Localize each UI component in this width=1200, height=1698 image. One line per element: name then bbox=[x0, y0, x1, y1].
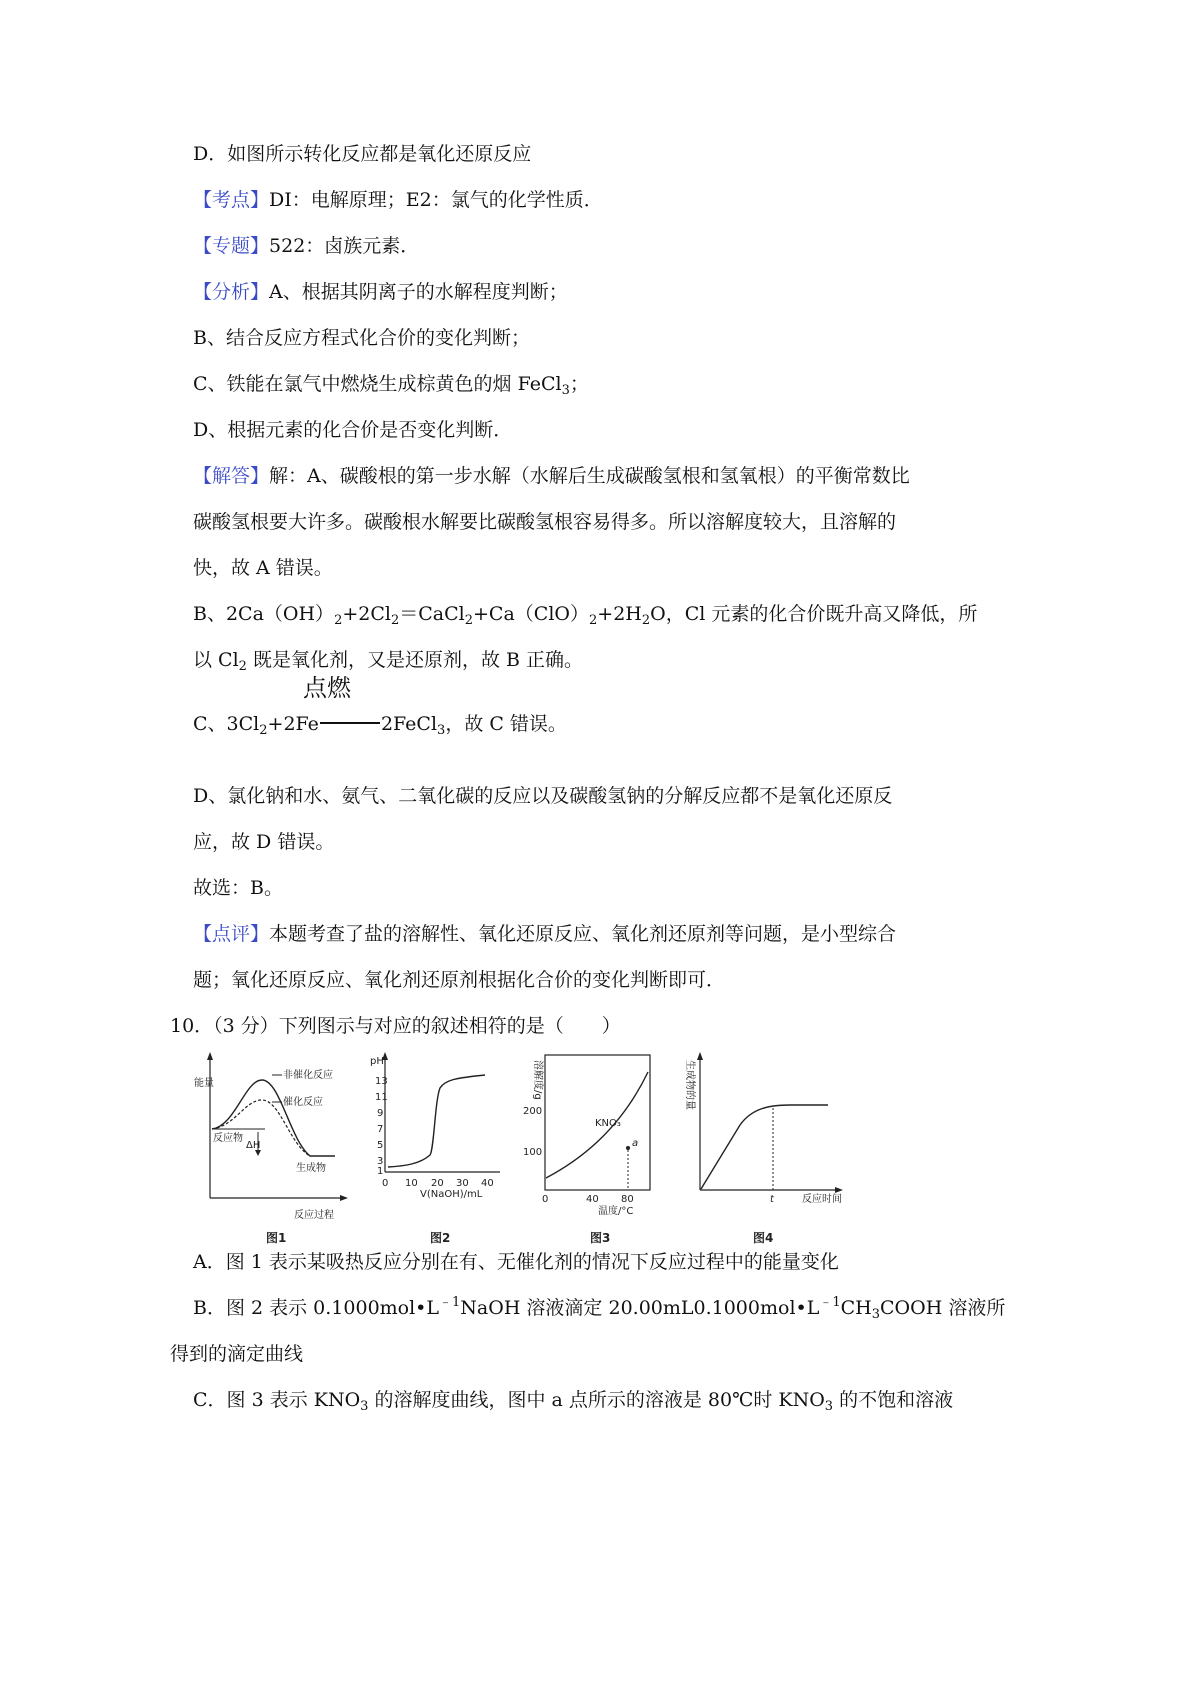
option-b-line-2: 得到的滴定曲线 bbox=[170, 1343, 304, 1365]
fig2-xtick: 30 bbox=[456, 1178, 469, 1189]
fig2-x-label: V(NaOH)/mL bbox=[420, 1189, 483, 1200]
fig4-product-curve bbox=[701, 1105, 828, 1189]
fig2-ytick: 13 bbox=[375, 1076, 388, 1087]
fig3-point-label: a bbox=[632, 1138, 639, 1149]
kaodian-tag: 【考点】 bbox=[193, 189, 270, 211]
option-b-line-1: B．图 2 表示 $0.1000mol•L^{﹣1}NaOH$ 溶液滴定 $20.00mL0.1000mol•L^{﹣1}CH_3COOH$ 溶液所 bbox=[193, 1295, 1006, 1322]
figure-2 bbox=[370, 1052, 500, 1245]
fenxi-tag: 【分析】 bbox=[193, 281, 270, 303]
fig2-xtick: 0 bbox=[382, 1178, 389, 1189]
d-line-2: 应，故 D 错误。 bbox=[193, 831, 335, 853]
figure-1 bbox=[194, 1052, 348, 1245]
equation-c-line: C、$3Cl_2+2Fe$ 2FeCl$_3$，故 C 错误。 bbox=[193, 713, 567, 738]
fig2-ytick: 7 bbox=[377, 1124, 384, 1135]
dianping-line-2: 题；氧化还原反应、氧化剂还原剂根据化合价的变化判断即可． bbox=[193, 969, 726, 991]
fig2-xtick: 40 bbox=[481, 1178, 494, 1189]
fig3-caption: 图3 bbox=[590, 1231, 611, 1245]
dianping-line-1: 【点评】本题考查了盐的溶解性、氧化还原反应、氧化剂还原剂等问题，是小型综合 bbox=[193, 923, 897, 945]
fig1-caption: 图1 bbox=[266, 1231, 287, 1245]
fig1-x-arrow-icon bbox=[340, 1195, 348, 1201]
fig3-ytick: 200 bbox=[523, 1106, 543, 1117]
fig2-titration-curve bbox=[388, 1075, 485, 1167]
fig3-point-a bbox=[626, 1146, 630, 1150]
fig1-dh: ΔH bbox=[246, 1140, 261, 1151]
fig1-y-arrow-icon bbox=[207, 1052, 213, 1060]
fig1-uncatalyzed-curve bbox=[212, 1080, 335, 1156]
fig1-catalyzed-curve bbox=[212, 1100, 310, 1156]
fig2-ytick: 1 bbox=[377, 1166, 384, 1177]
zhuanti-tag: 【专题】 bbox=[193, 235, 270, 257]
fig4-x-arrow-icon bbox=[835, 1187, 843, 1193]
fig3-x-label: 温度/°C bbox=[598, 1206, 634, 1217]
jieda-line-1: 【解答】解：A、碳酸根的第一步水解（水解后生成碳酸氢根和氢氧根）的平衡常数比 bbox=[193, 465, 910, 487]
fig2-xtick: 10 bbox=[405, 1178, 418, 1189]
figure-4 bbox=[684, 1052, 843, 1245]
fig1-legend-cat: 催化反应 bbox=[283, 1097, 323, 1108]
fig1-legend-uncat: 非催化反应 bbox=[283, 1070, 333, 1081]
option-d-line: D．如图所示转化反应都是氧化还原反应 bbox=[193, 143, 532, 165]
fig1-reactant: 反应物 bbox=[213, 1133, 243, 1144]
jieda-line-3: 快，故 A 错误。 bbox=[193, 557, 333, 579]
question-10: 10．（3 分）下列图示与对应的叙述相符的是（ ） bbox=[170, 1015, 621, 1037]
fig3-xtick: 0 bbox=[542, 1194, 549, 1205]
fenxi-c-line: C、铁能在氯气中燃烧生成棕黄色的烟 FeCl$_3$； bbox=[193, 373, 589, 398]
guxuan-line: 故选：B。 bbox=[193, 877, 283, 899]
fig4-y-label: 生成物的量 bbox=[684, 1060, 695, 1110]
jieda-line-2: 碳酸氢根要大许多。碳酸根水解要比碳酸氢根容易得多。所以溶解度较大，且溶解的 bbox=[193, 511, 897, 533]
fig4-y-arrow-icon bbox=[697, 1052, 703, 1060]
fig4-x-label: 反应时间 bbox=[802, 1194, 842, 1205]
equation-b-line: B、$2Ca(OH)_2+2Cl_2=CaCl_2+Ca(ClO)_2+2H_2O$，Cl 元素的化合价既升高又降低，所 bbox=[193, 603, 978, 628]
jieda-tag: 【解答】 bbox=[193, 465, 270, 487]
fenxi-line: 【分析】A、根据其阴离子的水解程度判断； bbox=[193, 281, 568, 303]
fig1-product: 生成物 bbox=[296, 1163, 326, 1174]
reaction-arrow-line bbox=[320, 722, 380, 724]
zhuanti-line: 【专题】522：卤族元素． bbox=[193, 235, 420, 257]
reaction-condition: 点燃 bbox=[303, 674, 351, 702]
fenxi-b-line: B、结合反应方程式化合价的变化判断； bbox=[193, 327, 530, 349]
d-line-1: D、氯化钠和水、氨气、二氧化碳的反应以及碳酸氢钠的分解反应都不是氧化还原反 bbox=[193, 785, 893, 807]
kaodian-line: 【考点】DI：电解原理；E2：氯气的化学性质． bbox=[193, 189, 603, 211]
figure-3 bbox=[523, 1055, 650, 1245]
fig2-caption: 图2 bbox=[430, 1231, 451, 1245]
figures-row bbox=[190, 1050, 850, 1250]
fig2-y-label: pH bbox=[370, 1056, 384, 1067]
fig1-x-label: 反应过程 bbox=[294, 1210, 334, 1221]
fig2-ytick: 3 bbox=[377, 1156, 384, 1167]
fig3-ytick: 100 bbox=[523, 1147, 543, 1158]
fig3-y-label: 溶解度/g bbox=[532, 1060, 543, 1100]
option-c: C．图 3 表示 $KNO_3$ 的溶解度曲线，图中 a 点所示的溶液是 80℃时 $KNO_3$ 的不饱和溶液 bbox=[193, 1389, 954, 1414]
dianping-tag: 【点评】 bbox=[193, 923, 270, 945]
fig4-caption: 图4 bbox=[753, 1231, 774, 1245]
equation-b-line-2: 以 $Cl_2$ 既是氧化剂，又是还原剂，故 B 正确。 bbox=[193, 649, 584, 674]
fig3-xtick: 40 bbox=[586, 1194, 599, 1205]
fig2-ytick: 5 bbox=[377, 1140, 384, 1151]
fenxi-d-line: D、根据元素的化合价是否变化判断． bbox=[193, 419, 513, 441]
fig2-ytick: 9 bbox=[377, 1108, 384, 1119]
option-a: A．图 1 表示某吸热反应分别在有、无催化剂的情况下反应过程中的能量变化 bbox=[193, 1251, 839, 1273]
figures-svg bbox=[190, 1050, 850, 1250]
fig4-t-label: t bbox=[770, 1194, 774, 1205]
fig3-series: KNO₃ bbox=[595, 1118, 621, 1129]
fig1-y-label: 能量 bbox=[194, 1078, 214, 1089]
fig2-xtick: 20 bbox=[431, 1178, 444, 1189]
fig3-xtick: 80 bbox=[621, 1194, 634, 1205]
fig2-ytick: 11 bbox=[375, 1092, 388, 1103]
